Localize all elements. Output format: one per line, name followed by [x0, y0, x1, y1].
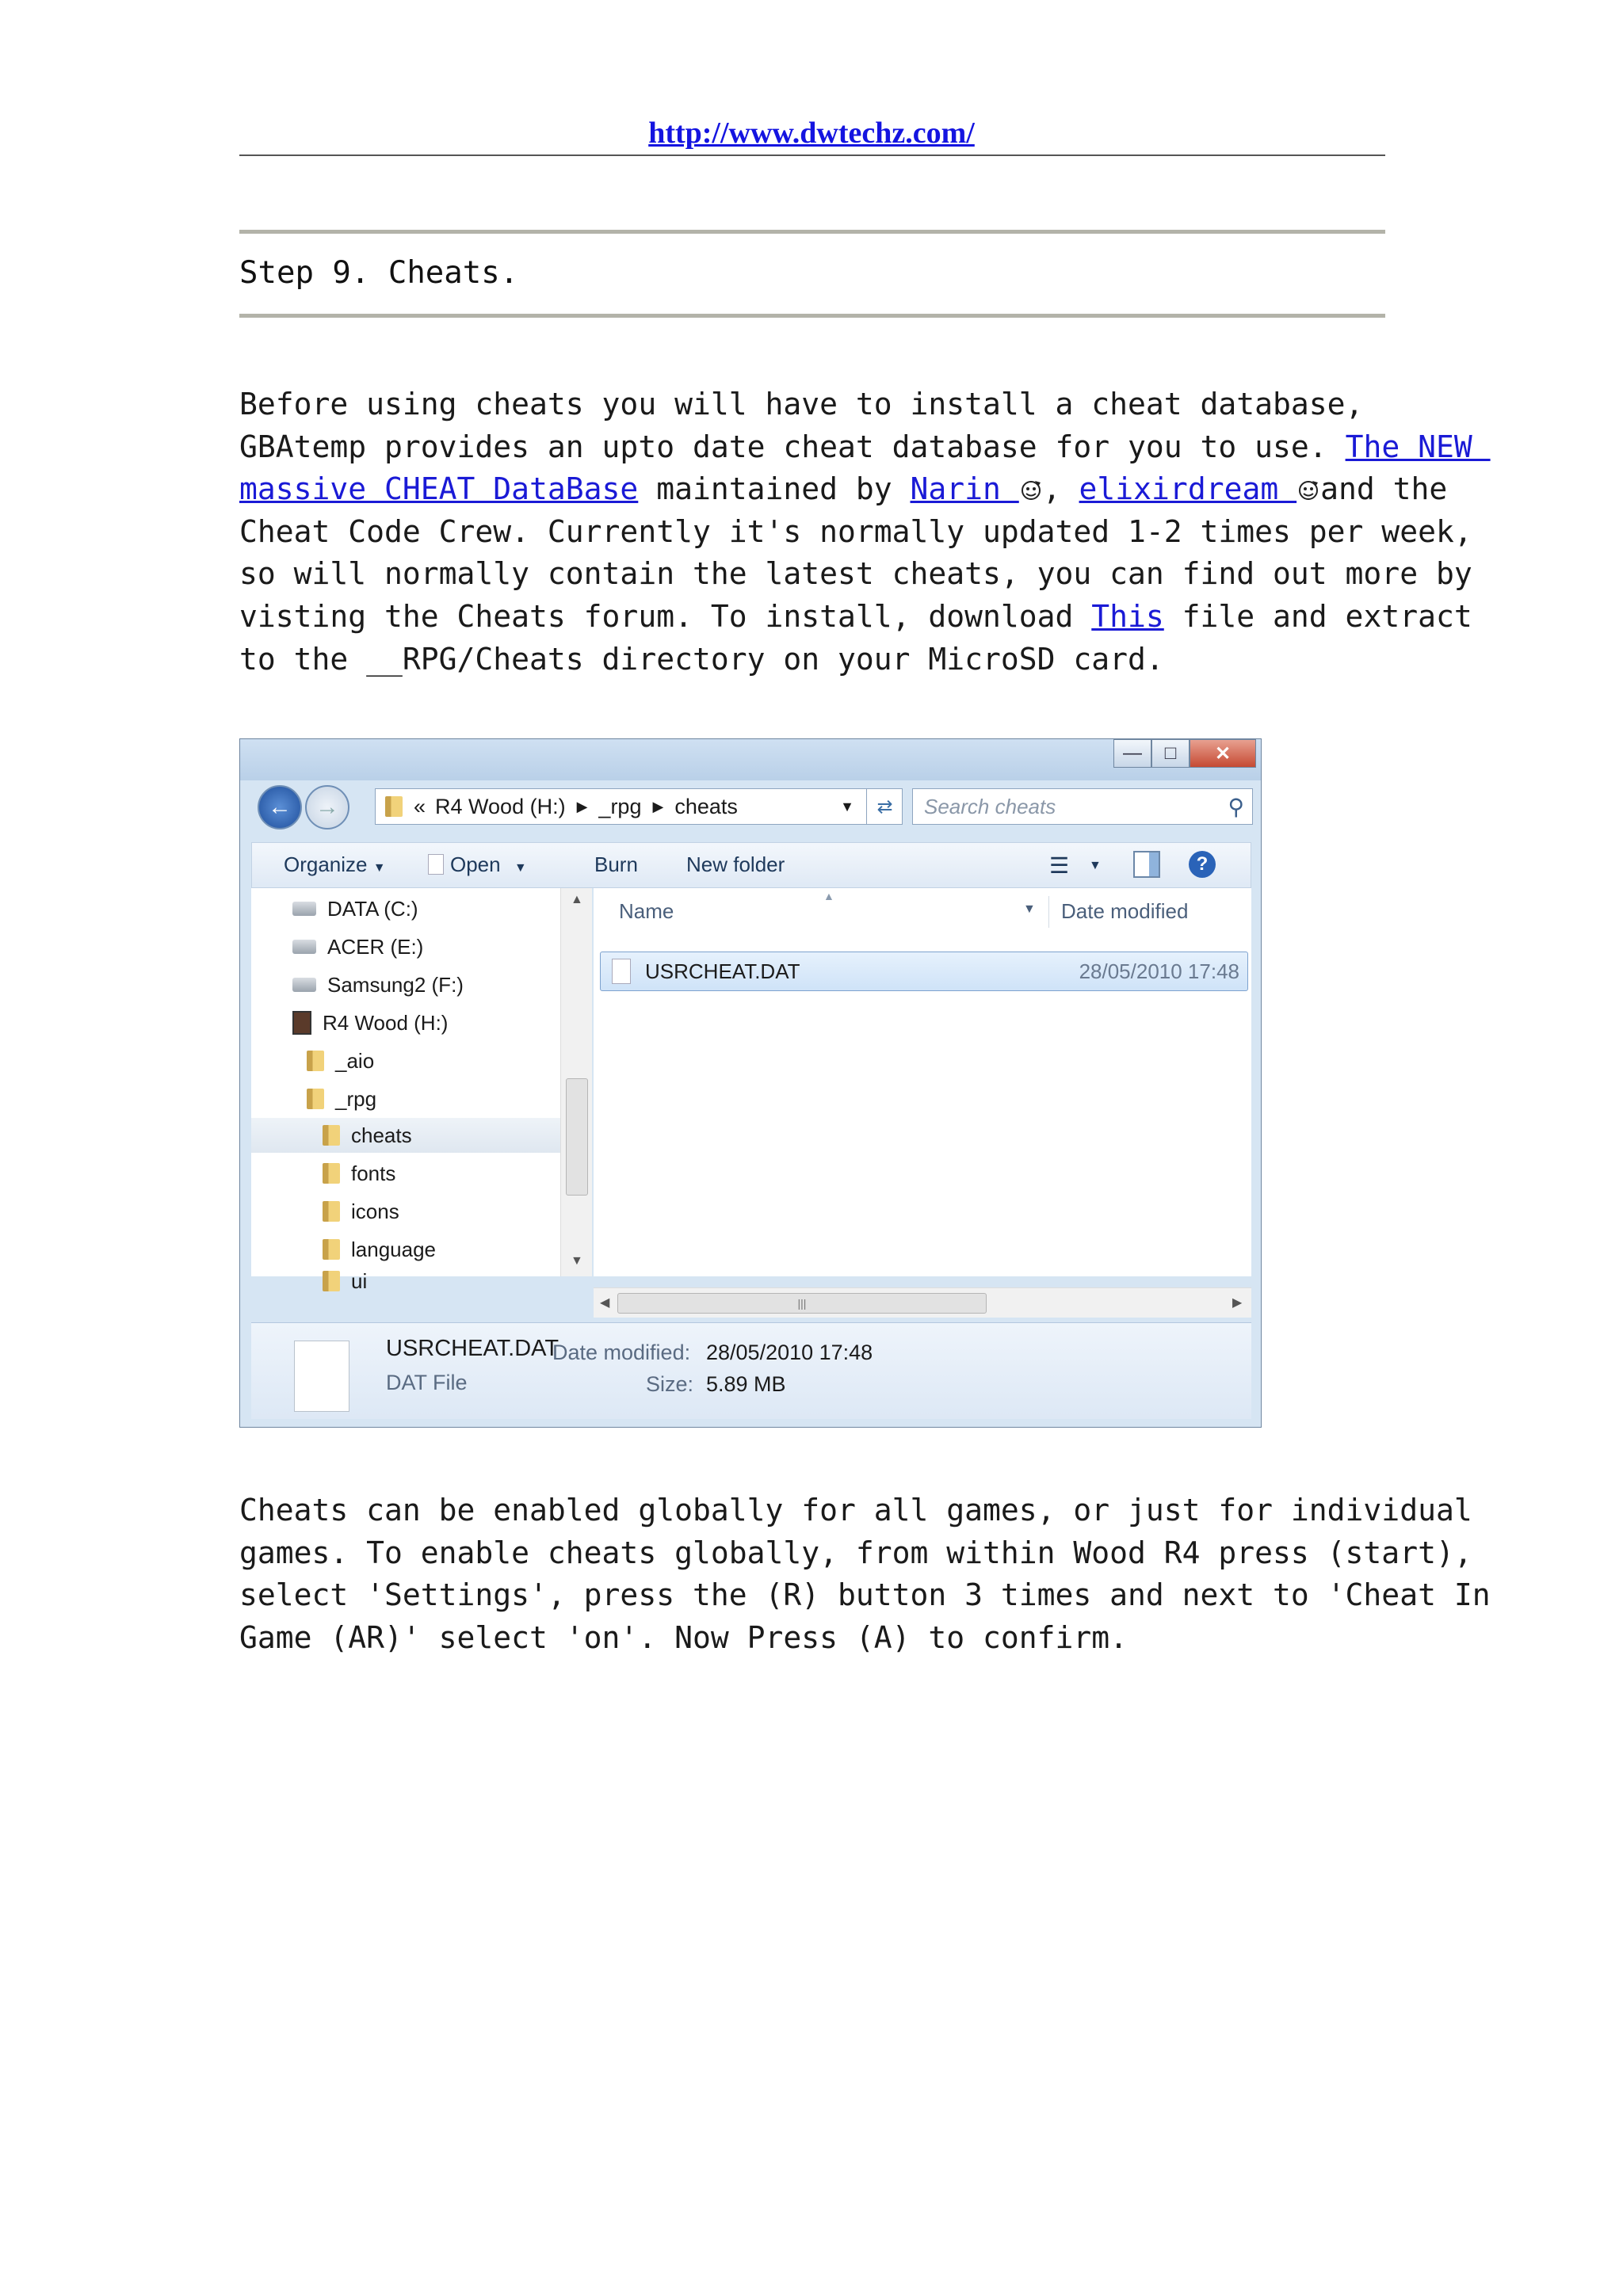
tree-label: ACER (E:)	[327, 934, 424, 959]
column-header-name[interactable]: Name	[619, 898, 674, 923]
organize-label: Organize	[284, 852, 368, 876]
folder-icon	[323, 1239, 340, 1260]
close-icon[interactable]: ✕	[1190, 739, 1256, 768]
outro-line: Cheats can be enabled globally for all games, or just for individual	[239, 1493, 1472, 1527]
minimize-icon[interactable]: —	[1113, 739, 1151, 768]
tree-item-data-c[interactable]	[292, 891, 554, 926]
folder-icon	[323, 1201, 340, 1222]
intro-text: and the	[1320, 471, 1448, 507]
explorer-window	[239, 738, 1262, 1428]
details-size-value: 5.89 MB	[706, 1372, 786, 1396]
address-bar[interactable]	[375, 788, 903, 825]
step-title: Step 9. Cheats.	[239, 255, 519, 291]
navigation-scrollbar[interactable]	[560, 888, 592, 1276]
drive-icon	[292, 902, 316, 916]
tree-label: _rpg	[335, 1086, 377, 1111]
column-divider	[1048, 896, 1049, 928]
chevron-down-icon: ▼	[514, 861, 527, 875]
details-pane	[251, 1322, 1251, 1419]
chevron-down-icon: ▼	[372, 861, 386, 875]
intro-text: maintained by	[638, 471, 911, 507]
tree-label: icons	[351, 1199, 399, 1223]
details-size-label: Size:	[646, 1372, 694, 1396]
refresh-icon[interactable]: ⇄	[866, 788, 903, 825]
tree-item-fonts[interactable]	[323, 1156, 554, 1191]
drive-icon	[292, 978, 316, 992]
address-crumb-drive[interactable]: R4 Wood (H:)	[435, 794, 566, 818]
intro-line: so will normally contain the latest cheats, you can find out more by	[239, 556, 1472, 592]
tree-label: cheats	[351, 1123, 412, 1147]
intro-line: Before using cheats you will have to install a cheat database,	[239, 387, 1364, 421]
smiley-icon	[1019, 478, 1043, 502]
search-input[interactable]	[912, 788, 1253, 825]
burn-button[interactable]: Burn	[594, 852, 638, 876]
intro-text: visting the Cheats forum. To install, download	[239, 598, 1092, 634]
chevron-down-icon[interactable]: ▼	[1089, 859, 1102, 872]
folder-icon	[385, 796, 403, 817]
intro-paragraph	[239, 383, 1491, 681]
back-arrow-icon[interactable]: ←	[258, 785, 302, 830]
tree-label: ui	[351, 1268, 368, 1293]
new-folder-button[interactable]: New folder	[686, 852, 785, 876]
navigation-row	[240, 780, 1261, 830]
tree-label: language	[351, 1237, 436, 1261]
outro-line: Game (AR)' select 'on'. Now Press (A) to confirm.	[239, 1619, 1128, 1655]
outro-line: games. To enable cheats globally, from within Wood R4 press (start),	[239, 1535, 1472, 1570]
address-crumb-rpg[interactable]: _rpg	[598, 794, 642, 818]
drive-icon	[292, 940, 316, 954]
outro-line: select 'Settings', press the (R) button 3 times and next to 'Cheat In	[239, 1577, 1491, 1613]
folder-icon	[323, 1125, 340, 1146]
command-bar	[251, 842, 1251, 888]
tree-item-ui[interactable]	[323, 1267, 554, 1295]
intro-line: GBAtemp provides an upto date cheat database for you to use.	[239, 429, 1346, 464]
tree-label: _aio	[335, 1048, 375, 1073]
document-icon	[612, 959, 631, 984]
open-label: Open	[450, 852, 501, 876]
scroll-up-icon[interactable]: ▲	[571, 893, 583, 906]
view-options-icon[interactable]: ☰	[1049, 853, 1070, 878]
folder-icon	[323, 1163, 340, 1184]
details-file-type: DAT File	[386, 1371, 468, 1394]
tree-label: DATA (C:)	[327, 896, 418, 921]
chevron-right-icon[interactable]: ▶	[576, 798, 588, 814]
scroll-down-icon[interactable]: ▼	[571, 1254, 583, 1268]
document-icon	[294, 1341, 349, 1412]
folder-icon	[307, 1051, 324, 1071]
step-bottom-rule	[239, 314, 1385, 318]
tree-item-rpg[interactable]	[307, 1081, 554, 1116]
scroll-left-icon[interactable]: ◀	[600, 1296, 610, 1310]
details-date-value: 28/05/2010 17:48	[706, 1341, 873, 1364]
outro-paragraph	[239, 1489, 1491, 1659]
address-crumb-cheats[interactable]: cheats	[674, 794, 738, 818]
details-file-name: USRCHEAT.DAT	[386, 1336, 559, 1361]
file-date: 28/05/2010 17:48	[1079, 959, 1239, 983]
tree-item-aio[interactable]	[307, 1043, 554, 1078]
tree-item-acer-e[interactable]	[292, 929, 554, 964]
smiley-icon	[1296, 478, 1320, 502]
tree-item-cheats[interactable]	[251, 1118, 560, 1153]
intro-text: ,	[1042, 471, 1079, 507]
step-top-rule	[239, 230, 1385, 234]
open-button[interactable]	[428, 852, 527, 877]
maximize-icon[interactable]: □	[1151, 739, 1190, 768]
cheat-database-link[interactable]: The NEW	[1345, 429, 1491, 464]
tree-label: Samsung2 (F:)	[327, 972, 464, 997]
intro-line: Cheat Code Crew. Currently it's normally updated 1-2 times per week,	[239, 513, 1472, 549]
intro-text: file and extract	[1163, 598, 1472, 634]
folder-icon	[307, 1089, 324, 1109]
caption-buttons	[1113, 739, 1256, 771]
narin-link[interactable]: Narin	[910, 471, 1019, 507]
help-icon[interactable]: ?	[1189, 851, 1216, 878]
sort-up-icon: ▲	[823, 890, 834, 902]
scrollbar-thumb[interactable]: |||	[617, 1293, 987, 1314]
chevron-right-icon[interactable]: ▶	[652, 798, 664, 814]
chevron-down-icon[interactable]: ▼	[840, 798, 854, 814]
cheat-database-link-cont[interactable]: massive CHEAT DataBase	[239, 471, 639, 507]
preview-pane-icon[interactable]	[1133, 851, 1160, 878]
document-icon	[428, 854, 444, 875]
folder-icon	[323, 1271, 340, 1291]
tree-item-language[interactable]	[323, 1232, 554, 1267]
header-divider	[239, 154, 1385, 156]
navigation-pane	[251, 888, 560, 1293]
file-list-scrollbar[interactable]	[594, 1287, 1251, 1318]
memory-card-icon	[292, 1011, 311, 1035]
scroll-right-icon[interactable]: ▶	[1232, 1296, 1243, 1310]
organize-button[interactable]	[284, 852, 386, 877]
header-url-link[interactable]: http://www.dwtechz.com/	[648, 116, 975, 150]
details-date-label: Date modified:	[552, 1341, 691, 1364]
intro-line: to the __RPG/Cheats directory on your MicroSD card.	[239, 641, 1164, 677]
file-row-usrcheat[interactable]	[600, 952, 1248, 991]
tree-item-samsung2-f[interactable]	[292, 967, 554, 1002]
tree-item-icons[interactable]	[323, 1194, 554, 1229]
column-header-date-modified[interactable]: Date modified	[1061, 898, 1189, 923]
scrollbar-thumb[interactable]	[566, 1078, 588, 1196]
file-name: USRCHEAT.DAT	[645, 959, 800, 983]
forward-arrow-icon[interactable]: →	[305, 785, 349, 830]
tree-label: R4 Wood (H:)	[323, 1010, 449, 1035]
search-placeholder: Search cheats	[924, 794, 1056, 818]
file-list-pane	[594, 888, 1251, 1276]
tree-label: fonts	[351, 1161, 396, 1185]
chevron-down-icon[interactable]: ▼	[1023, 902, 1036, 916]
header-url	[0, 116, 1623, 151]
title-bar	[240, 739, 1261, 780]
download-this-link[interactable]: This	[1091, 598, 1164, 634]
elixirdream-link[interactable]: elixirdream	[1079, 471, 1297, 507]
address-separator: «	[414, 794, 426, 818]
tree-item-r4-wood-h[interactable]	[292, 1005, 554, 1040]
search-icon[interactable]: ⚲	[1228, 795, 1244, 819]
